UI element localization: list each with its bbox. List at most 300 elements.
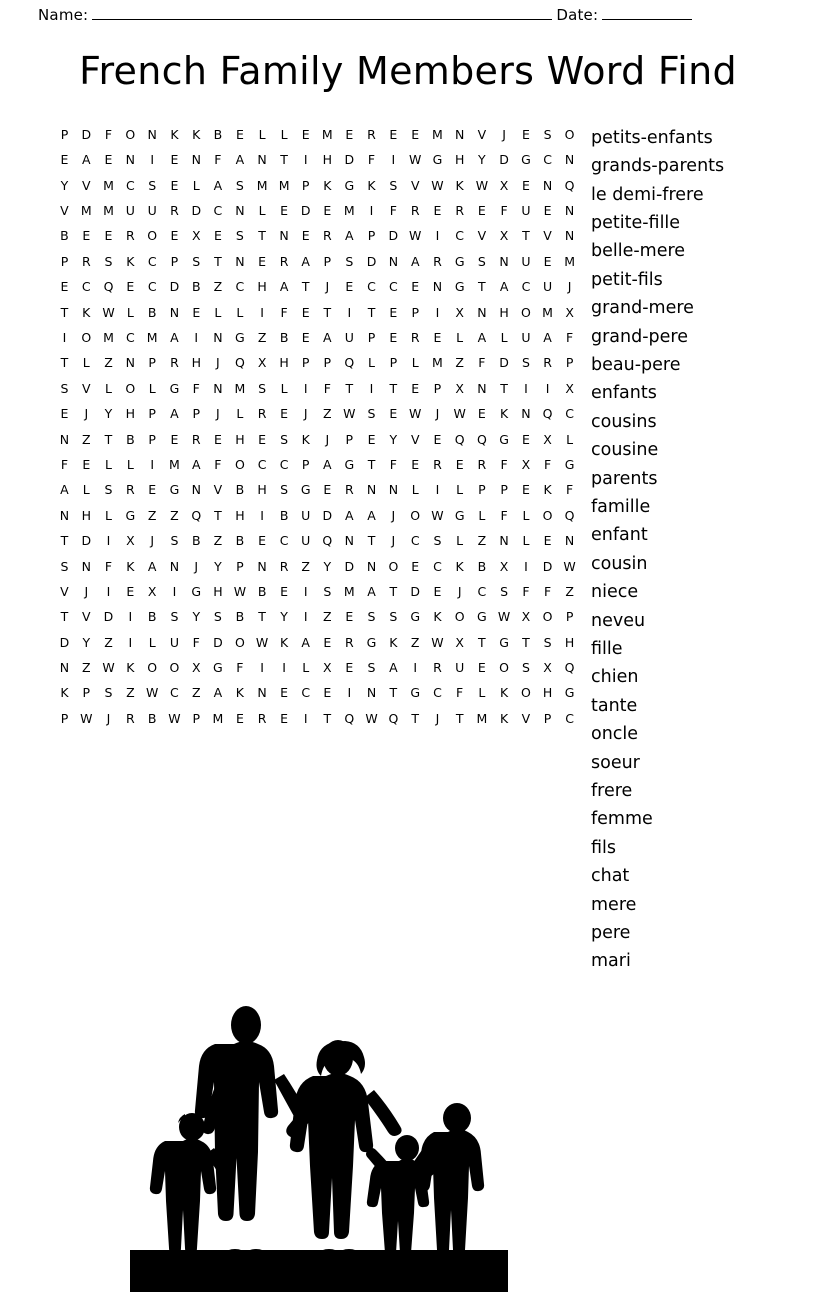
- letter-cell[interactable]: I: [347, 304, 352, 320]
- letter-cell[interactable]: M: [432, 355, 444, 371]
- word-list-item[interactable]: mere: [591, 894, 637, 915]
- letter-cell[interactable]: W: [343, 406, 356, 422]
- letter-cell[interactable]: H: [235, 431, 246, 447]
- letter-cell[interactable]: F: [214, 152, 222, 168]
- letter-cell[interactable]: P: [389, 355, 398, 371]
- letter-cell[interactable]: M: [432, 126, 444, 142]
- letter-cell[interactable]: X: [499, 228, 509, 244]
- letter-cell[interactable]: F: [104, 126, 113, 142]
- letter-cell[interactable]: S: [433, 533, 442, 549]
- word-list-item[interactable]: chien: [591, 667, 639, 688]
- letter-cell[interactable]: O: [234, 456, 246, 472]
- word-list-item[interactable]: petite-fille: [591, 212, 681, 233]
- letter-cell[interactable]: N: [191, 482, 202, 498]
- letter-cell[interactable]: J: [391, 507, 396, 523]
- letter-cell[interactable]: D: [213, 634, 224, 650]
- letter-cell[interactable]: C: [389, 279, 399, 295]
- letter-cell[interactable]: L: [280, 380, 289, 396]
- letter-cell[interactable]: N: [499, 253, 510, 269]
- letter-cell[interactable]: P: [60, 253, 69, 269]
- letter-cell[interactable]: T: [389, 583, 398, 599]
- letter-cell[interactable]: R: [279, 253, 289, 269]
- letter-cell[interactable]: G: [521, 152, 532, 168]
- letter-cell[interactable]: H: [125, 406, 136, 422]
- letter-cell[interactable]: C: [81, 279, 92, 295]
- letter-cell[interactable]: E: [301, 228, 311, 244]
- letter-cell[interactable]: T: [301, 279, 311, 295]
- letter-cell[interactable]: D: [499, 152, 510, 168]
- letter-cell[interactable]: P: [192, 406, 201, 422]
- letter-cell[interactable]: I: [303, 710, 309, 726]
- letter-cell[interactable]: K: [543, 482, 553, 498]
- letter-cell[interactable]: C: [147, 253, 158, 269]
- letter-cell[interactable]: G: [564, 685, 575, 701]
- letter-cell[interactable]: S: [104, 482, 113, 498]
- word-list-item[interactable]: cousin: [591, 553, 648, 574]
- letter-cell[interactable]: F: [543, 583, 552, 599]
- letter-cell[interactable]: L: [478, 507, 486, 523]
- letter-cell[interactable]: I: [303, 583, 309, 599]
- letter-cell[interactable]: O: [234, 634, 246, 650]
- letter-cell[interactable]: N: [213, 330, 224, 345]
- letter-cell[interactable]: F: [389, 203, 398, 219]
- letter-cell[interactable]: P: [148, 355, 157, 371]
- letter-cell[interactable]: E: [345, 660, 354, 676]
- letter-cell[interactable]: P: [148, 431, 157, 447]
- word-list-item[interactable]: oncle: [591, 724, 639, 745]
- word-list-item[interactable]: cousine: [591, 440, 659, 461]
- letter-cell[interactable]: R: [257, 710, 267, 726]
- letter-cell[interactable]: W: [255, 634, 269, 650]
- letter-cell[interactable]: V: [82, 609, 92, 625]
- letter-cell[interactable]: X: [126, 533, 136, 549]
- letter-cell[interactable]: L: [456, 533, 464, 549]
- letter-cell[interactable]: X: [499, 177, 509, 193]
- letter-cell[interactable]: K: [455, 177, 465, 193]
- letter-cell[interactable]: F: [192, 380, 201, 396]
- letter-cell[interactable]: A: [60, 482, 70, 498]
- letter-cell[interactable]: T: [367, 533, 376, 549]
- letter-cell[interactable]: Y: [60, 177, 69, 193]
- letter-cell[interactable]: A: [213, 177, 223, 193]
- letter-cell[interactable]: P: [301, 456, 310, 472]
- letter-cell[interactable]: L: [148, 634, 157, 650]
- letter-cell[interactable]: D: [191, 203, 202, 219]
- letter-cell[interactable]: W: [453, 406, 467, 422]
- letter-cell[interactable]: R: [191, 431, 202, 447]
- letter-cell[interactable]: I: [369, 203, 374, 219]
- letter-cell[interactable]: S: [104, 253, 113, 269]
- letter-cell[interactable]: P: [543, 710, 552, 726]
- letter-cell[interactable]: N: [542, 177, 553, 193]
- letter-cell[interactable]: G: [235, 330, 246, 345]
- letter-cell[interactable]: W: [409, 152, 422, 168]
- letter-cell[interactable]: A: [499, 279, 509, 295]
- letter-cell[interactable]: R: [344, 482, 355, 498]
- letter-cell[interactable]: K: [60, 685, 70, 701]
- letter-cell[interactable]: B: [235, 609, 245, 625]
- letter-cell[interactable]: E: [543, 253, 553, 269]
- letter-cell[interactable]: X: [543, 431, 553, 447]
- letter-cell[interactable]: I: [128, 634, 133, 650]
- letter-cell[interactable]: X: [565, 304, 575, 320]
- letter-cell[interactable]: J: [502, 126, 507, 142]
- letter-cell[interactable]: S: [170, 533, 179, 549]
- letter-cell[interactable]: M: [343, 203, 356, 219]
- letter-cell[interactable]: R: [433, 456, 443, 472]
- letter-cell[interactable]: W: [475, 177, 489, 193]
- letter-cell[interactable]: R: [410, 203, 421, 219]
- letter-cell[interactable]: E: [126, 279, 135, 295]
- letter-cell[interactable]: A: [323, 456, 333, 472]
- word-list-item[interactable]: grand-pere: [591, 326, 688, 347]
- letter-cell[interactable]: E: [411, 279, 420, 295]
- word-list-item[interactable]: famille: [591, 496, 651, 517]
- letter-cell[interactable]: F: [478, 355, 486, 371]
- letter-cell[interactable]: C: [565, 710, 575, 726]
- letter-cell[interactable]: N: [366, 685, 377, 701]
- letter-cell[interactable]: S: [280, 482, 289, 498]
- letter-cell[interactable]: K: [499, 710, 509, 726]
- letter-cell[interactable]: M: [146, 330, 159, 345]
- letter-cell[interactable]: J: [457, 583, 462, 599]
- word-list-item[interactable]: le demi-frere: [591, 184, 704, 205]
- letter-cell[interactable]: N: [477, 304, 488, 320]
- letter-cell[interactable]: J: [435, 406, 440, 422]
- letter-cell[interactable]: E: [258, 431, 267, 447]
- letter-cell[interactable]: I: [106, 533, 111, 549]
- letter-cell[interactable]: L: [82, 355, 91, 371]
- letter-cell[interactable]: N: [213, 380, 224, 396]
- letter-cell[interactable]: I: [260, 507, 265, 523]
- letter-cell[interactable]: E: [521, 482, 531, 498]
- letter-cell[interactable]: N: [366, 558, 377, 574]
- letter-cell[interactable]: N: [257, 558, 268, 574]
- letter-cell[interactable]: Z: [477, 533, 487, 549]
- letter-cell[interactable]: E: [389, 304, 398, 320]
- letter-cell[interactable]: K: [82, 304, 91, 320]
- letter-cell[interactable]: E: [213, 228, 223, 244]
- letter-cell[interactable]: A: [147, 558, 157, 574]
- letter-cell[interactable]: Z: [301, 558, 311, 574]
- letter-cell[interactable]: X: [323, 660, 333, 676]
- letter-cell[interactable]: S: [521, 355, 531, 371]
- letter-cell[interactable]: A: [367, 507, 377, 523]
- letter-cell[interactable]: M: [564, 253, 576, 269]
- word-list-item[interactable]: fils: [591, 837, 617, 858]
- letter-cell[interactable]: R: [257, 406, 267, 422]
- letter-cell[interactable]: P: [565, 609, 574, 625]
- letter-cell[interactable]: J: [325, 279, 330, 295]
- letter-cell[interactable]: N: [147, 126, 158, 142]
- letter-cell[interactable]: G: [300, 482, 312, 498]
- letter-cell[interactable]: H: [213, 583, 224, 599]
- letter-cell[interactable]: C: [543, 152, 553, 168]
- letter-cell[interactable]: C: [433, 685, 443, 701]
- letter-cell[interactable]: E: [170, 177, 179, 193]
- letter-cell[interactable]: R: [170, 203, 180, 219]
- letter-cell[interactable]: H: [499, 304, 510, 320]
- letter-cell[interactable]: O: [125, 126, 136, 142]
- letter-cell[interactable]: P: [323, 253, 332, 269]
- letter-cell[interactable]: E: [170, 228, 179, 244]
- letter-cell[interactable]: D: [388, 228, 399, 244]
- letter-cell[interactable]: D: [81, 126, 92, 142]
- letter-cell[interactable]: L: [192, 177, 201, 193]
- letter-cell[interactable]: X: [455, 380, 465, 396]
- letter-cell[interactable]: L: [214, 304, 222, 320]
- letter-cell[interactable]: E: [345, 609, 354, 625]
- letter-cell[interactable]: E: [235, 710, 245, 726]
- letter-cell[interactable]: C: [235, 279, 245, 295]
- letter-cell[interactable]: L: [522, 533, 530, 549]
- letter-cell[interactable]: E: [104, 152, 113, 168]
- letter-cell[interactable]: Z: [213, 279, 223, 295]
- letter-cell[interactable]: R: [81, 253, 92, 269]
- letter-cell[interactable]: J: [567, 279, 572, 295]
- word-list-item[interactable]: mari: [591, 951, 631, 972]
- letter-cell[interactable]: U: [521, 203, 532, 219]
- letter-cell[interactable]: X: [455, 634, 465, 650]
- letter-cell[interactable]: N: [235, 253, 246, 269]
- letter-cell[interactable]: R: [322, 228, 333, 244]
- letter-cell[interactable]: W: [233, 583, 247, 599]
- letter-cell[interactable]: E: [280, 583, 289, 599]
- letter-cell[interactable]: S: [235, 177, 245, 193]
- letter-cell[interactable]: S: [543, 126, 553, 142]
- letter-cell[interactable]: E: [148, 482, 157, 498]
- letter-cell[interactable]: O: [81, 330, 92, 345]
- letter-cell[interactable]: U: [301, 533, 311, 549]
- letter-cell[interactable]: N: [59, 660, 70, 676]
- letter-cell[interactable]: N: [125, 355, 136, 371]
- letter-cell[interactable]: B: [147, 710, 157, 726]
- letter-cell[interactable]: T: [478, 634, 487, 650]
- letter-cell[interactable]: B: [279, 330, 289, 345]
- letter-cell[interactable]: I: [128, 609, 133, 625]
- word-list-item[interactable]: chat: [591, 866, 630, 887]
- letter-cell[interactable]: O: [564, 126, 576, 142]
- letter-cell[interactable]: E: [323, 685, 332, 701]
- letter-cell[interactable]: H: [81, 507, 92, 523]
- letter-cell[interactable]: A: [345, 228, 355, 244]
- letter-cell[interactable]: F: [236, 660, 244, 676]
- letter-cell[interactable]: J: [194, 558, 199, 574]
- letter-cell[interactable]: Z: [81, 660, 92, 676]
- letter-cell[interactable]: B: [147, 609, 157, 625]
- letter-cell[interactable]: O: [147, 228, 158, 244]
- letter-cell[interactable]: L: [566, 431, 574, 447]
- letter-cell[interactable]: T: [323, 710, 332, 726]
- letter-cell[interactable]: P: [433, 380, 442, 396]
- letter-cell[interactable]: E: [301, 330, 311, 345]
- letter-cell[interactable]: F: [214, 456, 222, 472]
- letter-cell[interactable]: E: [323, 203, 332, 219]
- letter-cell[interactable]: A: [301, 634, 311, 650]
- letter-cell[interactable]: B: [147, 304, 157, 320]
- letter-cell[interactable]: M: [234, 380, 246, 396]
- letter-cell[interactable]: B: [191, 533, 202, 549]
- letter-cell[interactable]: I: [524, 558, 529, 574]
- letter-cell[interactable]: O: [125, 380, 136, 396]
- word-list-item[interactable]: petits-enfants: [591, 127, 713, 148]
- letter-cell[interactable]: I: [435, 304, 440, 320]
- letter-cell[interactable]: N: [169, 304, 180, 320]
- letter-cell[interactable]: X: [499, 558, 509, 574]
- letter-cell[interactable]: H: [235, 507, 246, 523]
- letter-cell[interactable]: L: [82, 482, 91, 498]
- letter-cell[interactable]: R: [126, 482, 136, 498]
- letter-cell[interactable]: F: [566, 330, 574, 345]
- letter-cell[interactable]: I: [106, 583, 111, 599]
- letter-cell[interactable]: T: [411, 710, 420, 726]
- letter-cell[interactable]: G: [169, 380, 180, 396]
- letter-cell[interactable]: Q: [322, 533, 333, 549]
- letter-cell[interactable]: F: [389, 456, 398, 472]
- letter-cell[interactable]: R: [410, 330, 421, 345]
- letter-cell[interactable]: B: [191, 279, 202, 295]
- letter-cell[interactable]: E: [82, 228, 91, 244]
- letter-cell[interactable]: E: [411, 558, 420, 574]
- letter-cell[interactable]: D: [344, 558, 355, 574]
- letter-cell[interactable]: V: [410, 177, 420, 193]
- letter-cell[interactable]: U: [521, 330, 532, 345]
- letter-cell[interactable]: E: [60, 152, 69, 168]
- letter-cell[interactable]: A: [301, 253, 311, 269]
- letter-cell[interactable]: I: [524, 380, 529, 396]
- letter-cell[interactable]: G: [499, 431, 510, 447]
- letter-cell[interactable]: Q: [191, 507, 202, 523]
- letter-cell[interactable]: T: [60, 533, 69, 549]
- letter-cell[interactable]: R: [126, 228, 136, 244]
- letter-cell[interactable]: L: [411, 355, 420, 371]
- letter-cell[interactable]: O: [454, 609, 466, 625]
- letter-cell[interactable]: O: [147, 660, 158, 676]
- letter-cell[interactable]: G: [454, 507, 465, 523]
- letter-cell[interactable]: C: [410, 533, 421, 549]
- letter-cell[interactable]: T: [214, 253, 223, 269]
- letter-cell[interactable]: E: [258, 533, 267, 549]
- letter-cell[interactable]: T: [500, 380, 509, 396]
- letter-cell[interactable]: D: [410, 583, 421, 599]
- letter-cell[interactable]: R: [433, 660, 443, 676]
- word-list-item[interactable]: belle-mere: [591, 241, 686, 262]
- letter-cell[interactable]: T: [60, 355, 69, 371]
- letter-cell[interactable]: Z: [104, 634, 114, 650]
- letter-cell[interactable]: H: [542, 685, 553, 701]
- letter-cell[interactable]: N: [169, 558, 180, 574]
- letter-cell[interactable]: E: [213, 431, 223, 447]
- letter-cell[interactable]: L: [236, 406, 244, 422]
- letter-cell[interactable]: X: [543, 660, 553, 676]
- letter-cell[interactable]: S: [477, 253, 487, 269]
- letter-cell[interactable]: P: [345, 431, 354, 447]
- date-input-line[interactable]: [602, 8, 692, 20]
- letter-cell[interactable]: N: [344, 533, 355, 549]
- letter-cell[interactable]: E: [280, 406, 289, 422]
- letter-cell[interactable]: C: [279, 533, 289, 549]
- letter-cell[interactable]: N: [521, 406, 532, 422]
- letter-cell[interactable]: E: [367, 431, 376, 447]
- letter-cell[interactable]: U: [147, 203, 158, 219]
- letter-cell[interactable]: T: [345, 380, 354, 396]
- letter-cell[interactable]: L: [456, 482, 464, 498]
- letter-cell[interactable]: Z: [213, 533, 223, 549]
- letter-cell[interactable]: U: [301, 507, 311, 523]
- word-list-item[interactable]: neveu: [591, 610, 646, 631]
- letter-cell[interactable]: L: [236, 304, 244, 320]
- word-list-item[interactable]: niece: [591, 582, 639, 603]
- letter-cell[interactable]: F: [543, 456, 552, 472]
- letter-cell[interactable]: S: [60, 380, 69, 396]
- letter-cell[interactable]: T: [60, 609, 69, 625]
- letter-cell[interactable]: K: [170, 126, 180, 142]
- letter-cell[interactable]: N: [125, 152, 136, 168]
- letter-cell[interactable]: P: [323, 355, 332, 371]
- letter-cell[interactable]: A: [279, 279, 289, 295]
- letter-cell[interactable]: Y: [478, 152, 487, 168]
- letter-cell[interactable]: E: [323, 482, 332, 498]
- word-list-item[interactable]: parents: [591, 468, 658, 489]
- letter-cell[interactable]: K: [499, 406, 509, 422]
- letter-cell[interactable]: O: [542, 507, 553, 523]
- letter-cell[interactable]: F: [280, 304, 289, 320]
- letter-cell[interactable]: E: [455, 456, 465, 472]
- letter-cell[interactable]: R: [433, 253, 443, 269]
- letter-cell[interactable]: A: [213, 685, 223, 701]
- letter-cell[interactable]: Z: [170, 507, 180, 523]
- letter-cell[interactable]: S: [148, 177, 157, 193]
- letter-cell[interactable]: H: [564, 634, 575, 650]
- letter-cell[interactable]: E: [543, 533, 553, 549]
- letter-cell[interactable]: E: [433, 203, 442, 219]
- letter-cell[interactable]: I: [413, 660, 418, 676]
- letter-cell[interactable]: S: [543, 634, 553, 650]
- letter-cell[interactable]: W: [80, 710, 93, 726]
- letter-cell[interactable]: W: [409, 228, 422, 244]
- word-list-item[interactable]: cousins: [591, 411, 657, 432]
- letter-cell[interactable]: M: [542, 304, 554, 320]
- letter-cell[interactable]: B: [213, 126, 223, 142]
- letter-cell[interactable]: A: [170, 406, 180, 422]
- letter-cell[interactable]: D: [344, 152, 355, 168]
- letter-cell[interactable]: J: [150, 533, 155, 549]
- letter-cell[interactable]: D: [81, 533, 92, 549]
- letter-cell[interactable]: N: [366, 482, 377, 498]
- letter-cell[interactable]: R: [170, 355, 180, 371]
- letter-cell[interactable]: H: [279, 355, 290, 371]
- letter-cell[interactable]: K: [433, 609, 443, 625]
- letter-cell[interactable]: F: [500, 456, 509, 472]
- letter-cell[interactable]: J: [84, 583, 89, 599]
- letter-cell[interactable]: I: [369, 380, 374, 396]
- letter-cell[interactable]: E: [411, 126, 420, 142]
- letter-cell[interactable]: N: [388, 482, 399, 498]
- letter-cell[interactable]: C: [367, 279, 377, 295]
- letter-cell[interactable]: R: [344, 634, 355, 650]
- letter-cell[interactable]: Y: [192, 609, 201, 625]
- letter-cell[interactable]: I: [260, 660, 265, 676]
- letter-cell[interactable]: J: [84, 406, 89, 422]
- letter-cell[interactable]: K: [126, 660, 135, 676]
- letter-cell[interactable]: N: [59, 431, 70, 447]
- letter-cell[interactable]: O: [169, 660, 180, 676]
- letter-cell[interactable]: K: [126, 558, 135, 574]
- letter-cell[interactable]: I: [391, 152, 396, 168]
- letter-cell[interactable]: X: [191, 228, 202, 244]
- letter-cell[interactable]: P: [60, 710, 69, 726]
- letter-cell[interactable]: V: [410, 431, 420, 447]
